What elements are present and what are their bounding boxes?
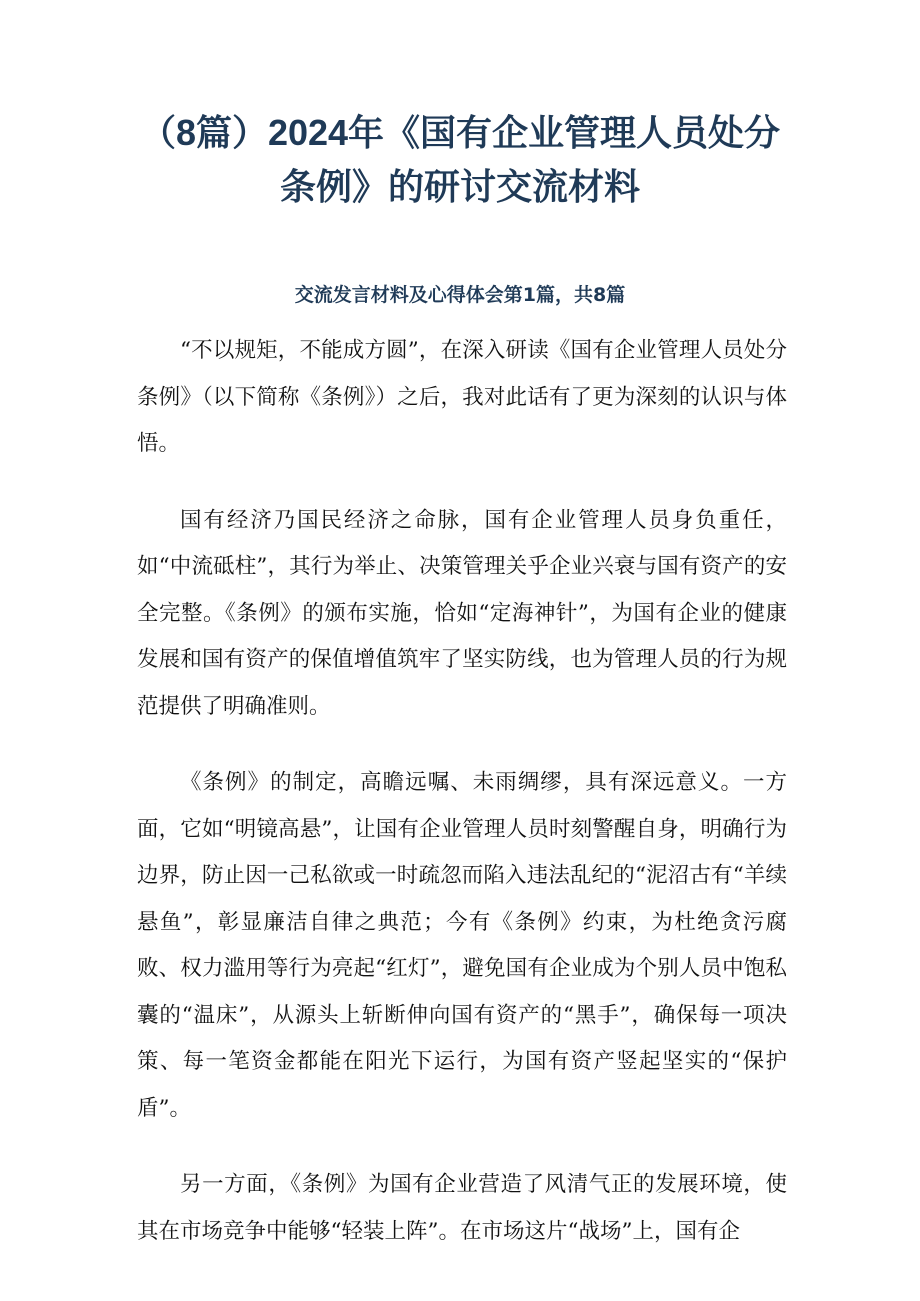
- document-title: [120, 106, 800, 214]
- paragraph-2: 国有经济乃国民经济之命脉，国有企业管理人员身负重任，如“中流砥柱”，其行为举止、决策管理关乎企业兴衰与国有资产的安全完整。《条例》的颁布实施，恰如“定海神针”，为国有企业的健康发展和国有资产的保值增值筑牢了坚实防线，也为管理人员的行为规范提供了明确准则。: [137, 507, 787, 719]
- paragraph-3: 《条例》的制定，高瞻远嘱、未雨绸缪，具有深远意义。一方面，它如“明镜高悬”，让国有企业管理人员时刻警醒自身，明确行为边界，防止因一己私欲或一时疏忽而陷入违法乱纪的“泥沼古有“羊续悬鱼”，彰显廉洁自律之典范；今有《条例》约束，为杜绝贪污腐败、权力滥用等行为亮起“红灯”，避免国有企业成为个别人员中饱私囊的“温床”，从源头上斩断伸向国有资产的“黑手”，确保每一项决策、每一笔资金都能在阳光下运行，为国有资产竖起坚实的“保护盾”。: [137, 770, 787, 1121]
- paragraph-4: 另一方面，《条例》为国有企业营造了风清气正的发展环境，使其在市场竞争中能够“轻装上阵”。在市场这片“战场”上，国有企: [137, 1172, 787, 1244]
- paragraph-1: “不以规矩，不能成方圆”，在深入研读《国有企业管理人员处分条例》（以下简称《条例》）之后，我对此话有了更为深刻的认识与体悟。: [137, 338, 787, 456]
- document-body: [137, 328, 787, 1255]
- title-line-2: 条例》的研讨交流材料: [279, 166, 640, 207]
- title-line-1: （8篇）2024年《国有企业管理人员处分: [139, 112, 781, 153]
- section-heading: 交流发言材料及心得体会第1篇，共8篇: [294, 284, 626, 306]
